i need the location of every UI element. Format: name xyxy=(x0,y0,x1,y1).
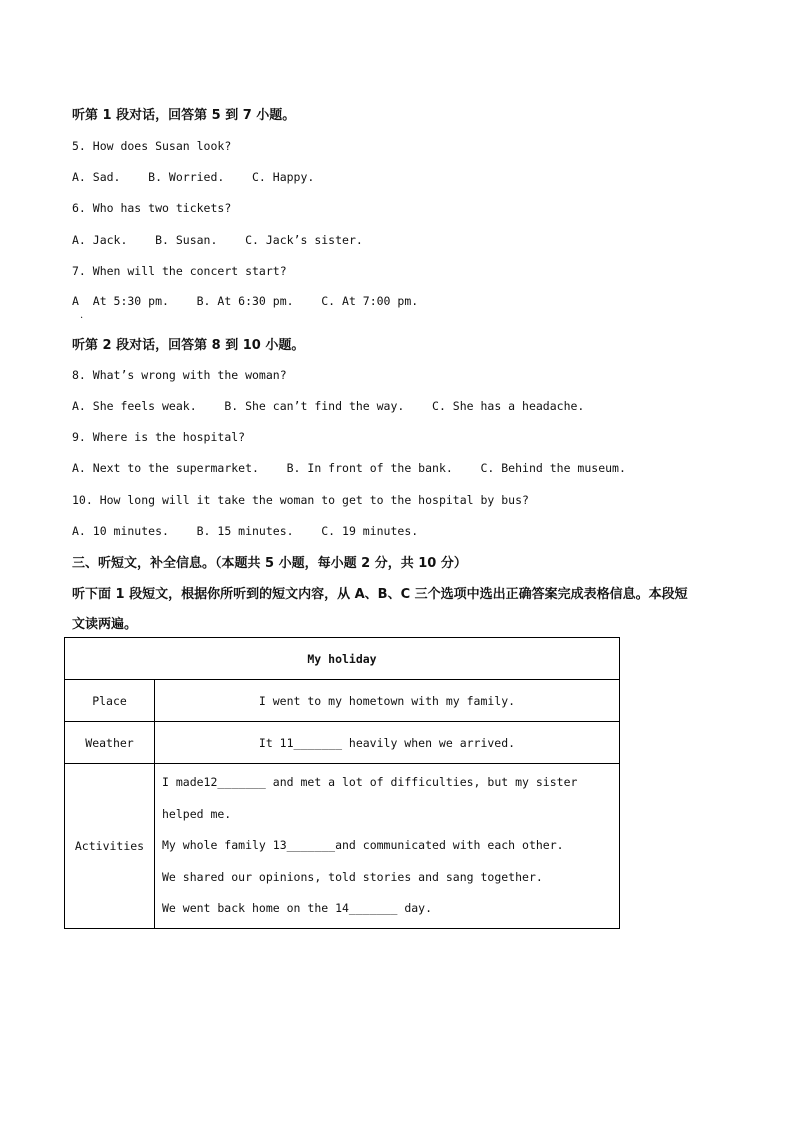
activity-line: We went back home on the 14_______ day. xyxy=(162,901,433,916)
weather-label: Weather xyxy=(65,722,155,764)
options-7: A At 5:30 pm. B. At 6:30 pm. C. At 7:00 pm. xyxy=(72,294,419,308)
question-6: 6. Who has two tickets? xyxy=(72,201,232,215)
question-8: 8. What’s wrong with the woman? xyxy=(72,368,287,382)
stray-dot: . xyxy=(80,310,84,321)
place-label: Place xyxy=(65,680,155,722)
section3-heading: 三、听短文，补全信息。（本题共 5 小题，每小题 2 分，共 10 分） xyxy=(72,556,467,571)
section2-heading: 听第 2 段对话，回答第 8 到 10 小题。 xyxy=(72,338,305,353)
table-title: My holiday xyxy=(65,638,620,680)
options-10: A. 10 minutes. B. 15 minutes. C. 19 minutes. xyxy=(72,524,419,538)
activity-line: helped me. xyxy=(162,806,232,821)
question-9: 9. Where is the hospital? xyxy=(72,430,246,444)
options-8: A. She feels weak. B. She can’t find the way. C. She has a headache. xyxy=(72,399,585,413)
question-7: 7. When will the concert start? xyxy=(72,264,287,278)
activity-line: We shared our opinions, told stories and sang together. xyxy=(162,869,543,884)
options-9: A. Next to the supermarket. B. In front of the bank. C. Behind the museum. xyxy=(72,461,626,475)
section3-instruction-2: 文读两遍。 xyxy=(72,617,138,632)
question-10: 10. How long will it take the woman to get to the hospital by bus? xyxy=(72,493,529,507)
section3-instruction-1: 听下面 1 段短文，根据你所听到的短文内容，从 A、B、C 三个选项中选出正确答案完成表格信息。本段短 xyxy=(72,587,688,602)
question-5: 5. How does Susan look? xyxy=(72,139,232,153)
activities-label: Activities xyxy=(65,764,155,929)
section1-heading: 听第 1 段对话，回答第 5 到 7 小题。 xyxy=(72,108,296,123)
options-6: A. Jack. B. Susan. C. Jack’s sister. xyxy=(72,233,363,247)
weather-value: It 11_______ heavily when we arrived. xyxy=(155,722,620,764)
activity-line: I made12_______ and met a lot of difficulties, but my sister xyxy=(162,775,578,790)
activities-cell xyxy=(155,764,620,929)
place-value: I went to my hometown with my family. xyxy=(155,680,620,722)
holiday-table xyxy=(64,637,620,929)
options-5: A. Sad. B. Worried. C. Happy. xyxy=(72,170,315,184)
activity-line: My whole family 13_______and communicated with each other. xyxy=(162,838,564,853)
